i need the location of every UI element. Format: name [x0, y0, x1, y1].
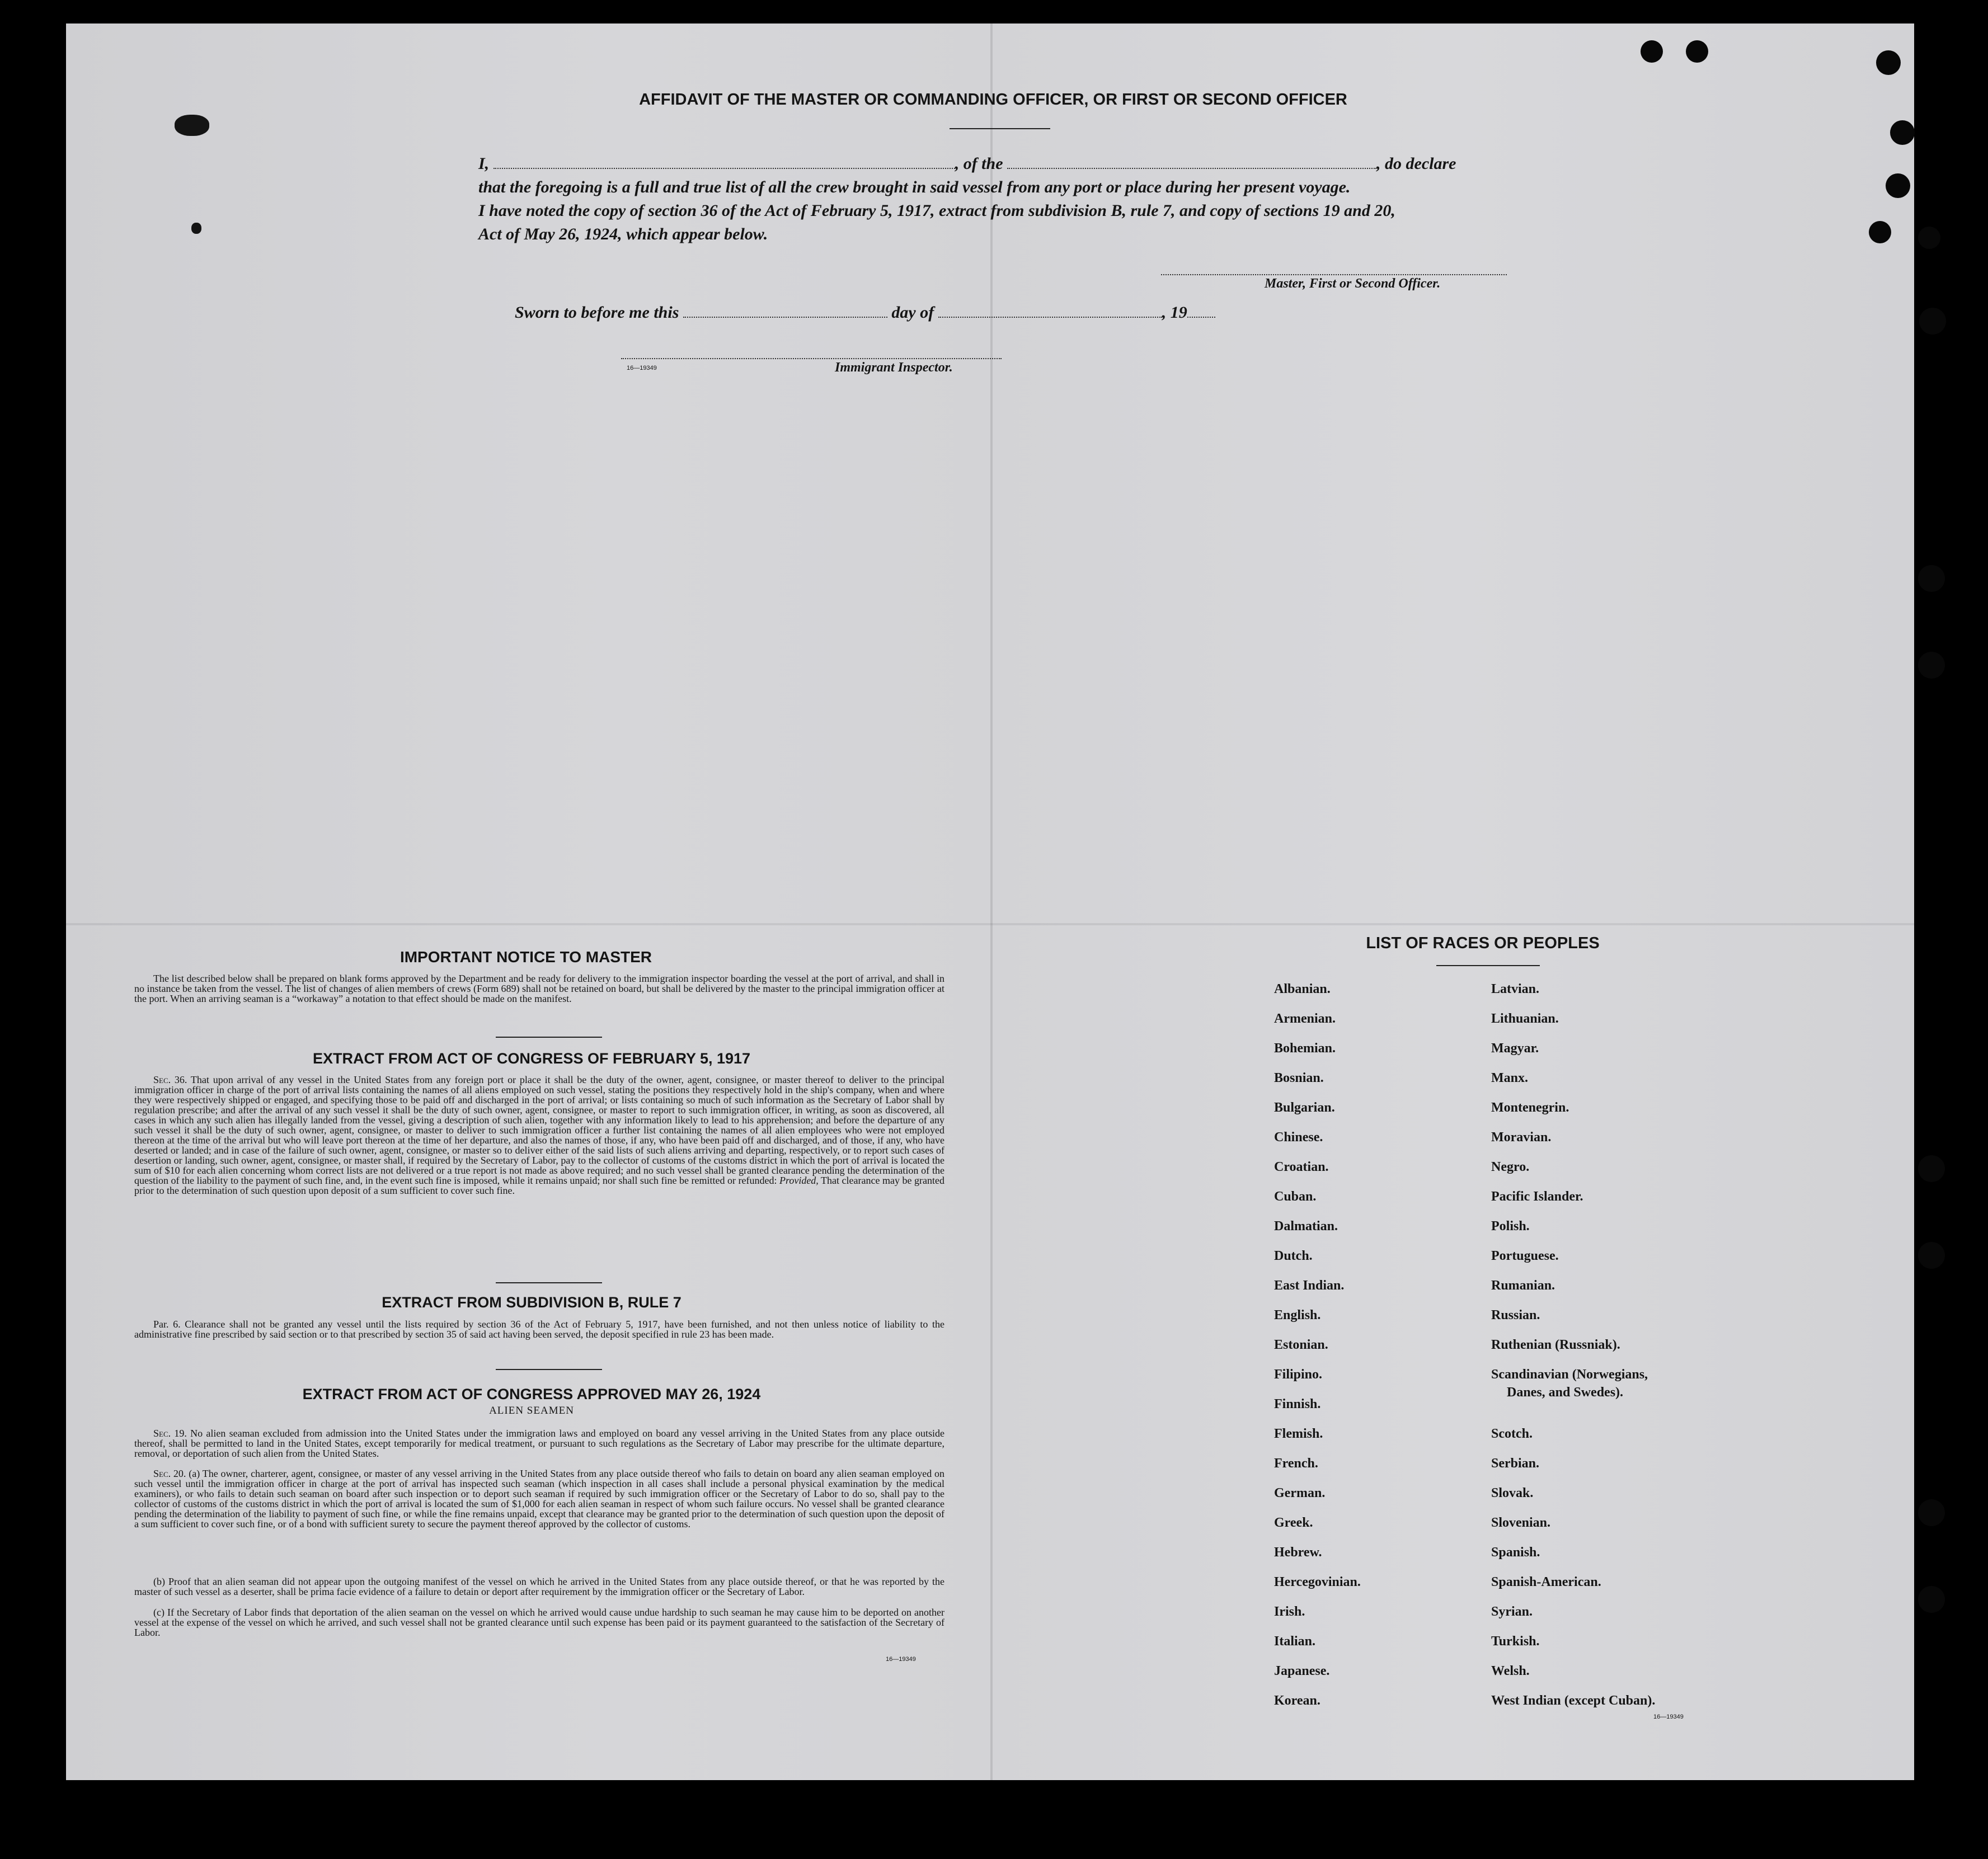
punch-hole — [1918, 1155, 1945, 1182]
race-entry: Chinese. — [1274, 1130, 1323, 1145]
horizontal-fold — [66, 923, 1914, 925]
day-of-label: day of — [891, 303, 934, 322]
race-entry: French. — [1274, 1456, 1318, 1471]
race-entry: Greek. — [1274, 1516, 1313, 1530]
sec-20a-text — [134, 1469, 944, 1529]
punch-hole — [1918, 652, 1945, 679]
race-entry: English. — [1274, 1308, 1321, 1323]
race-entry: Spanish-American. — [1491, 1575, 1601, 1589]
race-entry: Flemish. — [1274, 1427, 1323, 1441]
race-entry: West Indian (except Cuban). — [1491, 1693, 1656, 1708]
punch-hole — [1686, 40, 1708, 63]
affidavit-line-1 — [478, 152, 1530, 176]
sworn-day-field[interactable] — [683, 317, 887, 318]
inspector-signature-line[interactable] — [621, 358, 1002, 359]
inspector-signature-label: Immigrant Inspector. — [835, 360, 953, 375]
race-entry: Dalmatian. — [1274, 1219, 1338, 1234]
race-entry: Syrian. — [1491, 1604, 1533, 1619]
race-entry: Dutch. — [1274, 1249, 1313, 1263]
race-entry: Moravian. — [1491, 1130, 1552, 1145]
race-entry: Welsh. — [1491, 1664, 1530, 1678]
extract-form-number: 16—19349 — [886, 1656, 916, 1663]
punch-hole — [1890, 120, 1915, 145]
rule-7-title: EXTRACT FROM SUBDIVISION B, RULE 7 — [382, 1294, 682, 1311]
rule-7-divider — [496, 1369, 602, 1370]
race-entry: Scotch. — [1491, 1427, 1533, 1441]
sworn-line — [515, 301, 1215, 324]
punch-hole — [1918, 1586, 1945, 1613]
race-entry: Bohemian. — [1274, 1041, 1336, 1056]
sec-19-text — [134, 1428, 944, 1458]
race-entry: Cuban. — [1274, 1189, 1317, 1204]
affidavit-title-rule — [950, 128, 1050, 129]
races-title: LIST OF RACES OR PEOPLES — [1366, 934, 1600, 952]
punch-hole — [1641, 40, 1663, 63]
race-entry: Irish. — [1274, 1604, 1305, 1619]
extract-1917-divider — [496, 1282, 602, 1283]
punch-hole — [1869, 221, 1891, 243]
vertical-fold — [990, 23, 993, 1780]
race-entry: Negro. — [1491, 1160, 1530, 1174]
sec-36-end: That clearance may be granted prior to the determination of such question upon deposit of a sum sufficient to cover such fine. — [134, 1175, 944, 1196]
race-entry: Lithuanian. — [1491, 1011, 1559, 1026]
sec-20c-text: (c) If the Secretary of Labor finds that deportation of the alien seaman on the vessel on which he arrived would cause undue hardship to such seaman he may cause him to be deported on another vessel at the expense of the vessel on which he arrived, and such vessel shall not be granted clearance until such expense has been paid or its payment guaranteed to the satisfaction of the Secretary of Labor. — [134, 1607, 944, 1638]
races-column-2 — [1491, 981, 1655, 1722]
race-entry: Korean. — [1274, 1693, 1320, 1708]
sec-36-label: Sec. 36. — [153, 1074, 187, 1085]
affidavit-line-2: that the foregoing is a full and true list of all the crew brought in said vessel from any port or place during her present voyage. — [478, 178, 1351, 196]
punch-hole — [1918, 227, 1940, 249]
race-entry: Russian. — [1491, 1308, 1540, 1323]
sworn-year-field[interactable] — [1187, 317, 1215, 318]
race-entry: Japanese. — [1274, 1664, 1330, 1678]
rule-7-text: Par. 6. Clearance shall not be granted any vessel until the lists required by section 36 of the Act of February 5, 1917, have been furnished, and not then unless notice of liability to the administrative fine prescribed by said section or to that prescribed by section 35 of said act having been served, the deposit specified in rule 23 has been made. — [134, 1319, 944, 1340]
race-entry: Albanian. — [1274, 982, 1331, 996]
sec-36-provided: Provided, — [779, 1175, 819, 1186]
race-entry: Bulgarian. — [1274, 1100, 1335, 1115]
race-entry: Spanish. — [1491, 1545, 1540, 1560]
affidavit-line-4: Act of May 26, 1924, which appear below. — [478, 225, 768, 243]
race-entry: Scandinavian (Norwegians, — [1491, 1367, 1648, 1382]
race-entry: Finnish. — [1274, 1397, 1321, 1411]
ink-smudge — [191, 223, 201, 234]
races-form-number: 16—19349 — [1653, 1714, 1684, 1720]
race-entry: Slovenian. — [1491, 1516, 1551, 1530]
punch-hole — [1918, 1242, 1945, 1269]
sec-19-label: Sec. 19. — [153, 1428, 187, 1439]
race-entry: Danes, and Swedes). — [1507, 1385, 1624, 1400]
race-entry: Italian. — [1274, 1634, 1316, 1649]
race-entry: Armenian. — [1274, 1011, 1336, 1026]
race-entry: Croatian. — [1274, 1160, 1329, 1174]
ink-smudge — [175, 115, 209, 136]
race-entry: Filipino. — [1274, 1367, 1323, 1382]
affidavit-declare-label: , do declare — [1376, 154, 1456, 173]
race-entry: Montenegrin. — [1491, 1100, 1569, 1115]
extract-1917-title: EXTRACT FROM ACT OF CONGRESS OF FEBRUARY 5, 1917 — [312, 1050, 751, 1067]
punch-hole — [1918, 1499, 1945, 1526]
race-entry: German. — [1274, 1486, 1326, 1500]
punch-hole — [1918, 565, 1945, 592]
races-title-rule — [1436, 965, 1540, 966]
race-entry: Rumanian. — [1491, 1278, 1555, 1293]
affidavit-title: AFFIDAVIT OF THE MASTER OR COMMANDING OFFICER, OR FIRST OR SECOND OFFICER — [639, 91, 1347, 109]
race-entry: Serbian. — [1491, 1456, 1540, 1471]
race-entry: Manx. — [1491, 1071, 1528, 1085]
punch-hole — [1886, 173, 1910, 198]
extract-1924-title: EXTRACT FROM ACT OF CONGRESS APPROVED MAY 26, 1924 — [302, 1386, 761, 1403]
race-entry: Polish. — [1491, 1219, 1530, 1234]
affidavit-i-label: I, — [478, 154, 490, 173]
sec-36-body: That upon arrival of any vessel in the United States from any foreign port or place it shall be the duty of the owner, agent, consignee, or master thereof to deliver to the principal immigration officer in charge of the port of arrival lists containing the names of all aliens employed on such vessel, stating the positions they respectively hold in the ship's company, when and where they were respectively shipped or engaged, and specifying those to be paid off and discharged in the port of arrival; or lists containing so much of such information as the Secretary of Labor shall by regulation prescribe; and after the arrival of any such vessel it shall be the duty of such owner, agent, consignee, or master to report to such immigration officer, in writing, as soon as discovered, all cases in which any such alien has illegally landed from the vessel, giving a description of such alien, together with any information likely to lead to his apprehension; and before the departure of any such vessel it shall be the duty of such owner, agent, consignee, or master to deliver to such immigration officer a further list containing the names of all alien employees who were not employed thereon at the time of the arrival but who will leave port thereon at the time of her departure, and also the names of those, if any, who have been paid off and discharged, and of those, if any, who have deserted or landed; and in case of the failure of such owner, agent, consignee, or master so to deliver either of the said lists of such aliens arriving and departing, respectively, or to report such cases of desertion or landing, such owner, agent, consignee, or master shall, if required by the Secretary of Labor, pay to the collector of customs of the customs district in which the port of arrival is located the sum of $10 for each alien concerning whom correct lists are not delivered or a true report is not made as above required; and no such vessel shall be granted clearance pending the determination of the question of the liability to the payment of such fine, and, in the event such fine is imposed, while it remains unpaid; nor shall such fine be remitted or refunded: — [134, 1074, 944, 1186]
sec-20-label: Sec. 20. — [153, 1468, 186, 1479]
master-name-field[interactable] — [494, 168, 955, 169]
extract-1917-text — [134, 1075, 944, 1196]
races-column-1 — [1274, 981, 1361, 1722]
race-entry: Latvian. — [1491, 982, 1540, 996]
alien-seamen-subtitle: ALIEN SEAMEN — [489, 1405, 574, 1416]
race-entry: East Indian. — [1274, 1278, 1345, 1293]
race-entry: Portuguese. — [1491, 1249, 1559, 1263]
master-signature-label: Master, First or Second Officer. — [1265, 276, 1441, 291]
race-entry: Estonian. — [1274, 1338, 1328, 1352]
race-entry: Magyar. — [1491, 1041, 1539, 1056]
vessel-name-field[interactable] — [1007, 168, 1376, 169]
race-entry: Turkish. — [1491, 1634, 1540, 1649]
sec-19-body: No alien seaman excluded from admission into the United States under the immigration laws and employed on board any vessel arriving in the United States from any place outside thereof, shall be permitted to land in the United States, except temporarily for medical treatment, or pursuant to such regulations as the Secretary of Labor may prescribe for the ultimate departure, removal, or deportation of such alien from the United States. — [134, 1428, 945, 1459]
punch-hole — [1876, 50, 1901, 75]
sworn-month-field[interactable] — [938, 317, 1162, 318]
affidavit-line-3: I have noted the copy of section 36 of the Act of February 5, 1917, extract from subdivision B, rule 7, and copy of sections 19 and 20, — [478, 201, 1395, 220]
race-entry: Pacific Islander. — [1491, 1189, 1583, 1204]
master-signature-line[interactable] — [1161, 274, 1507, 275]
race-entry: Slovak. — [1491, 1486, 1534, 1500]
race-entry: Hebrew. — [1274, 1545, 1322, 1560]
year-label: , 19 — [1162, 303, 1187, 322]
sworn-label: Sworn to before me this — [515, 303, 679, 322]
punch-hole — [1919, 308, 1946, 335]
sec-20a-body: (a) The owner, charterer, agent, consignee, or master of any vessel arriving in the United States from any place outside thereof who fails to detain on board any alien seaman employed on such vessel until the immigration officer in charge at the port of arrival has inspected such seaman (which inspection in all cases shall include a personal physical examination by the medical examiners), or who fails to detain such seaman on board after such inspection or to deport such seaman if required by such immigration officer or the Secretary of Labor to do so, shall pay to the collector of customs of the customs district in which the port of arrival is located the sum of $1,000 for each alien seaman in respect of whom such failure occurs. No vessel shall be granted clearance pending the determination of the liability to payment of such fine, or while the fine remains unpaid, except that clearance may be granted prior to the determination of such question upon the deposit of a sum sufficient to cover such fine, or of a bond with sufficient surety to secure the payment thereof approved by the collector of customs. — [134, 1468, 945, 1529]
affidavit-form-number: 16—19349 — [627, 365, 657, 371]
race-entry: Hercegovinian. — [1274, 1575, 1361, 1589]
sec-20b-text: (b) Proof that an alien seaman did not appear upon the outgoing manifest of the vessel on which he arrived in the United States from any place outside thereof, or that he was reported by the master of such vessel as a deserter, shall be prima facie evidence of a failure to detain or deport after requirement by the immigration officer or the Secretary of Labor. — [134, 1576, 944, 1597]
notice-title: IMPORTANT NOTICE TO MASTER — [400, 948, 652, 966]
notice-divider — [496, 1037, 602, 1038]
notice-text: The list described below shall be prepared on blank forms approved by the Department and be ready for delivery to the immigration inspector boarding the vessel at the port of arrival, and shall in no instance be taken from the vessel. The list of changes of alien members of crews (Form 689) shall not be retained on board, but shall be delivered by the master to the principal immigration officer at the port. When an arriving seaman is a “workaway” a notation to that effect should be made on the manifest. — [134, 973, 944, 1004]
race-entry: Ruthenian (Russniak). — [1491, 1338, 1620, 1352]
affidavit-of-the-label: , of the — [955, 154, 1003, 173]
race-entry: Bosnian. — [1274, 1071, 1324, 1085]
